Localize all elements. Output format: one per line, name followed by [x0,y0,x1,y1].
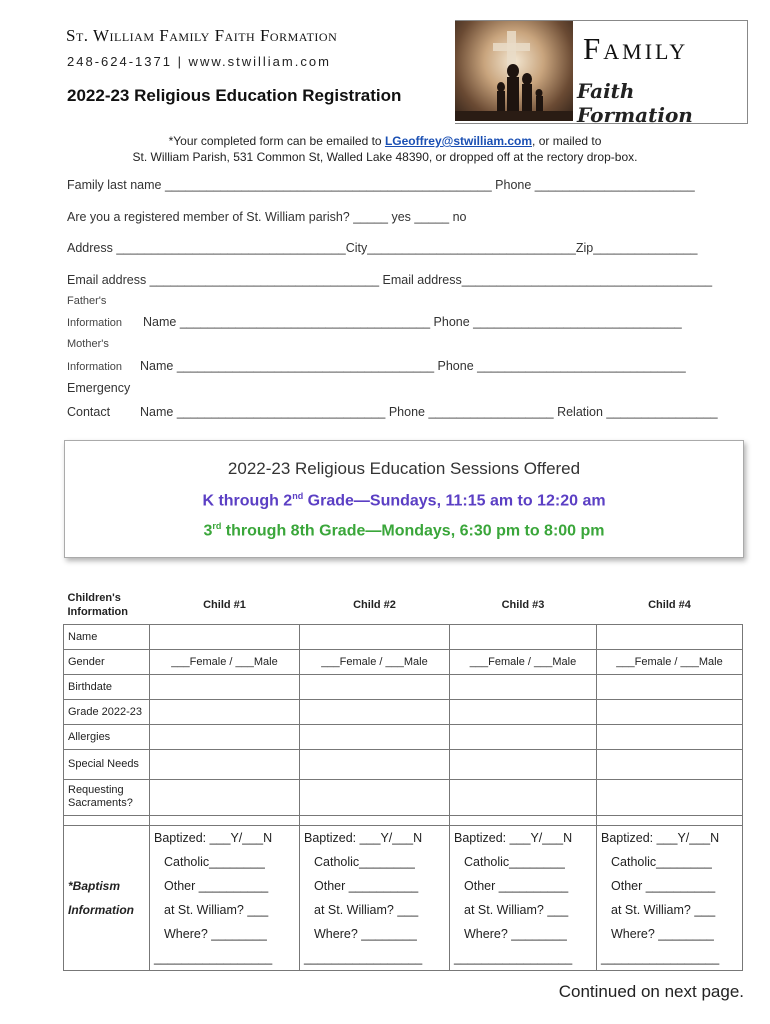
table-row-spacer [64,815,743,825]
child-1-header: Child #1 [203,598,246,611]
child-4-sacraments-cell[interactable] [597,779,743,815]
child-3-baptism-cell[interactable]: Baptized: ___Y/___N Catholic________ Other __________ at St. William? ___ Where? ________ _________________ [450,825,597,970]
emergency-contact-field[interactable]: Name ______________________________ Phone __________________ Relation ________________ [140,405,718,419]
table-row-allergies [64,724,743,749]
child-4-special-cell[interactable] [597,749,743,779]
table-row-baptism [64,825,743,970]
registration-title: 2022-23 Religious Education Registration [67,86,402,105]
child-1-grade-cell[interactable] [150,699,300,724]
child-2-birthdate-cell[interactable] [300,674,450,699]
child-4-allergies-cell[interactable] [597,724,743,749]
father-label-line2: Information [67,317,123,329]
child-1-allergies-cell[interactable] [150,724,300,749]
father-info-field[interactable]: Name ____________________________________ Phone ______________________________ [143,315,682,329]
mother-info-field[interactable]: Name _____________________________________ Phone ______________________________ [140,359,686,373]
note-prefix: *Your completed form can be emailed to [168,134,385,148]
row-label-birthdate: Birthdate [64,674,150,699]
child-3-gender-cell[interactable]: ___Female / ___Male [450,649,597,674]
email-address-field[interactable]: Email address _________________________________ Email address____________________________________ [67,273,713,287]
address-field[interactable]: Address _________________________________City______________________________Zip_______________ [67,241,698,255]
table-row-sacraments [64,779,743,815]
child-4-gender-cell[interactable]: ___Female / ___Male [597,649,743,674]
child-3-special-cell[interactable] [450,749,597,779]
child-1-sacraments-cell[interactable] [150,779,300,815]
children-information-table [63,586,743,971]
child-3-allergies-cell[interactable] [450,724,597,749]
child-4-grade-cell[interactable] [597,699,743,724]
baptism-label-line1: *Baptism [68,878,121,893]
child-3-sacraments-cell[interactable] [450,779,597,815]
table-row-birthdate [64,674,743,699]
phone-and-website: 248-624-1371 | www.stwilliam.com [67,54,331,69]
table-row-special-needs [64,749,743,779]
child-1-gender-cell[interactable]: ___Female / ___Male [150,649,300,674]
father-label-line1: Father's [67,295,107,307]
sessions-offered-box [64,440,744,558]
child-2-allergies-cell[interactable] [300,724,450,749]
mother-label-line2: Information [67,361,123,373]
child-4-header: Child #4 [648,598,691,611]
3-8-session-line: 3rd through 8th Grade—Mondays, 6:30 pm to 8:00 pm [203,521,605,540]
children-info-header: Children's Information [67,591,128,618]
child-2-baptism-cell[interactable]: Baptized: ___Y/___N Catholic________ Other __________ at St. William? ___ Where? ________ _________________ [300,825,450,970]
child-2-header: Child #2 [353,598,396,611]
child-3-grade-cell[interactable] [450,699,597,724]
logo-word-faith-formation: Faith Formation [577,79,693,127]
child-2-gender-cell[interactable]: ___Female / ___Male [300,649,450,674]
family-last-name-field[interactable]: Family last name _______________________________________________ Phone _______________________ [67,178,695,192]
note-suffix: , or mailed to [532,134,602,148]
row-label-name: Name [64,624,150,649]
row-label-gender: Gender [64,649,150,674]
logo-word-family: Family [583,31,689,66]
family-faith-logo [455,20,748,127]
child-1-name-cell[interactable] [150,624,300,649]
organization-title: St. William Family Faith Formation [66,26,338,45]
child-4-birthdate-cell[interactable] [597,674,743,699]
child-2-sacraments-cell[interactable] [300,779,450,815]
child-2-special-cell[interactable] [300,749,450,779]
row-label-special-needs: Special Needs [64,749,150,779]
mother-label-line1: Mother's [67,338,109,350]
emergency-label-line1: Emergency [67,381,131,395]
contact-email-link[interactable]: LGeoffrey@stwilliam.com [384,134,533,148]
child-4-name-cell[interactable] [597,624,743,649]
table-row-gender [64,649,743,674]
row-label-sacraments: Requesting Sacraments? [64,779,150,815]
emergency-label-line2: Contact [67,405,111,419]
cross-family-photo [455,21,573,121]
parish-member-field[interactable]: Are you a registered member of St. William parish? _____ yes _____ no [67,210,467,224]
baptism-label-line2: Information [68,902,134,917]
child-2-grade-cell[interactable] [300,699,450,724]
row-label-baptism [64,825,150,970]
sessions-title: 2022-23 Religious Education Sessions Offered [227,459,581,478]
row-label-allergies: Allergies [64,724,150,749]
table-row-grade [64,699,743,724]
child-1-special-cell[interactable] [150,749,300,779]
child-3-header: Child #3 [501,598,545,611]
child-2-name-cell[interactable] [300,624,450,649]
submission-note-line2: St. William Parish, 531 Common St, Walled Lake 48390, or dropped off at the rectory drop-box. [132,150,638,164]
child-3-name-cell[interactable] [450,624,597,649]
k-2-session-line: K through 2nd Grade—Sundays, 11:15 am to 12:20 am [202,491,606,510]
child-1-birthdate-cell[interactable] [150,674,300,699]
child-4-baptism-cell[interactable]: Baptized: ___Y/___N Catholic________ Other __________ at St. William? ___ Where? ________ _________________ [597,825,743,970]
submission-note [0,134,770,148]
table-row-name [64,624,743,649]
child-1-baptism-cell[interactable]: Baptized: ___Y/___N Catholic________ Other __________ at St. William? ___ Where? ________ _________________ [150,825,300,970]
row-label-grade: Grade 2022-23 [64,699,150,724]
continued-note: Continued on next page. [558,982,744,1001]
child-3-birthdate-cell[interactable] [450,674,597,699]
